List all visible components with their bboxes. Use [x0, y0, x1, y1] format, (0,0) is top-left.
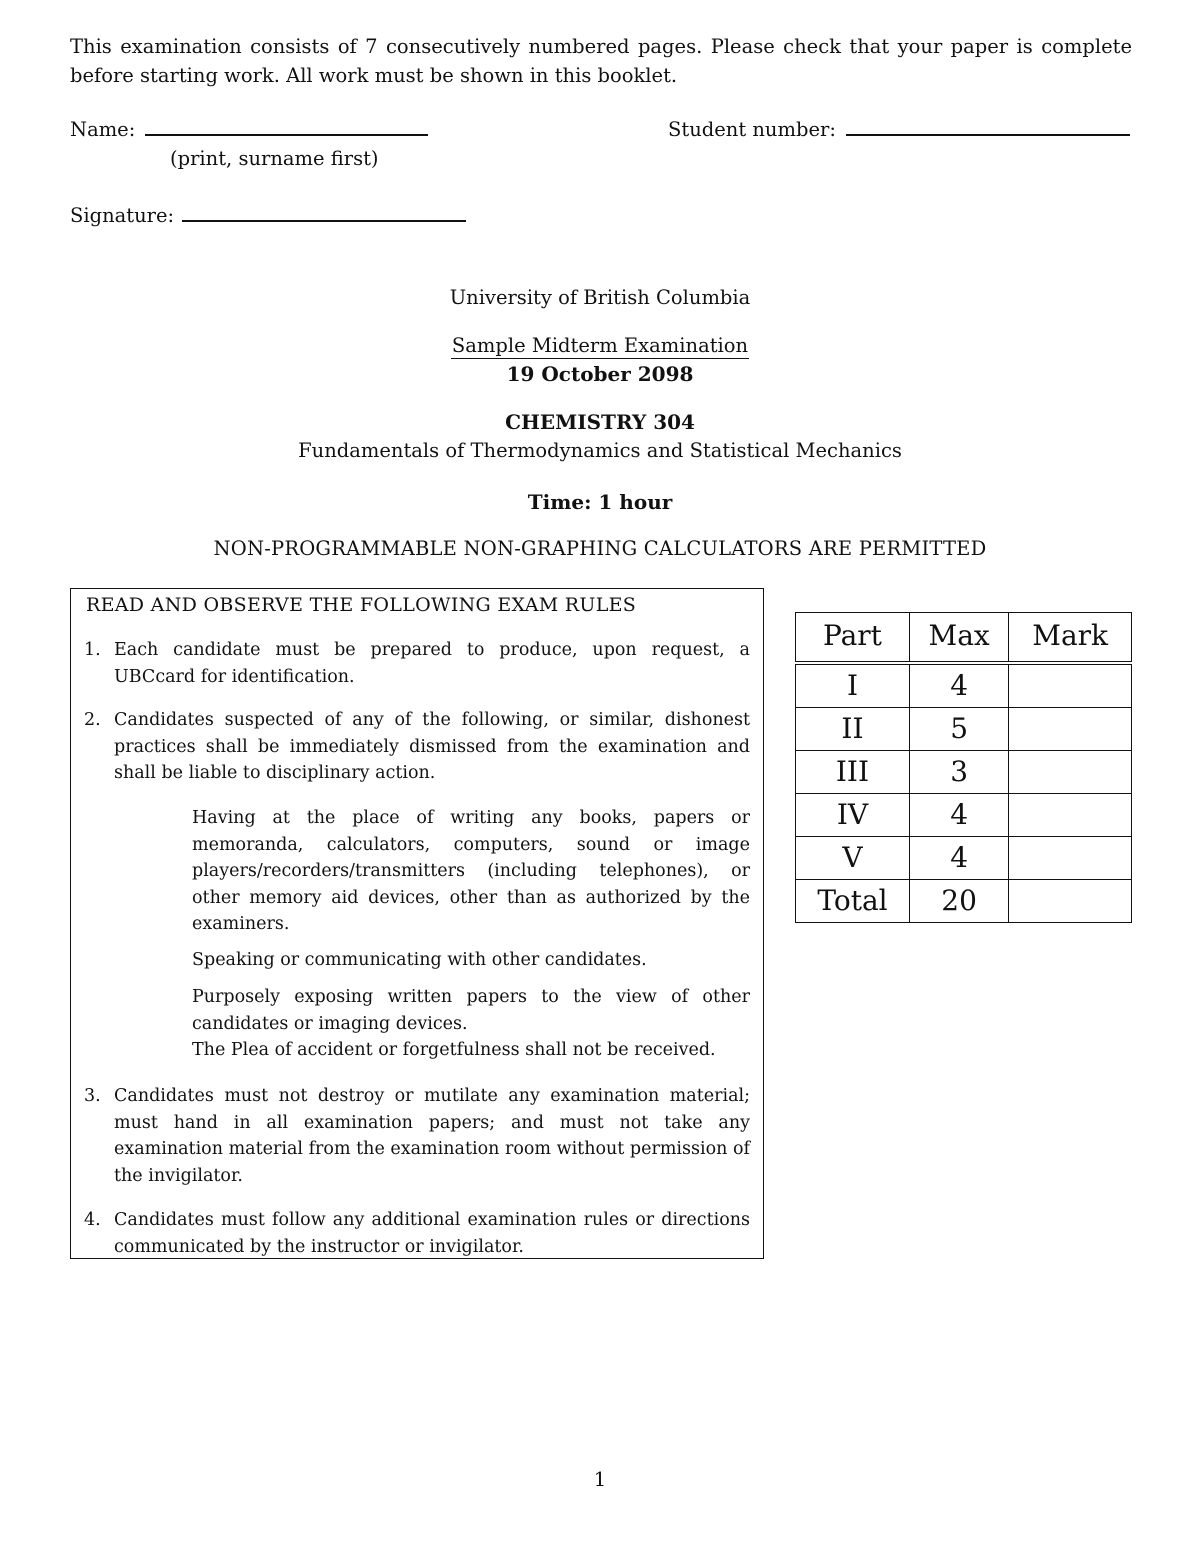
name-field-line[interactable] [145, 134, 428, 136]
max-cell: 4 [909, 794, 1008, 837]
student-number-label: Student number: [668, 118, 836, 141]
part-cell: II [796, 708, 910, 751]
mark-cell[interactable] [1009, 837, 1132, 880]
max-cell: 4 [909, 665, 1008, 708]
exam-date: 19 October 2098 [506, 362, 694, 386]
header-max: Max [909, 613, 1008, 662]
signature-label: Signature: [70, 204, 175, 227]
university-name: University of British Columbia [449, 286, 751, 309]
mark-cell[interactable] [1009, 880, 1132, 923]
rule-sub-item: Having at the place of writing any books, papers or memoranda, calculators, computers, sound or image players/recorders/transmitters (including telephones), or other memory aid devices, other than as authorized by the examiners. [192, 808, 750, 934]
rule-item [84, 1083, 750, 1189]
rule-text: Candidates suspected of any of the following, or similar, dishonest practices shall be immediately dismissed from the examination and shall be liable to disciplinary action. [114, 710, 750, 783]
header-mark: Mark [1009, 613, 1132, 662]
rule-text: Candidates must follow any additional examination rules or directions communicated by the instructor or invigilator. [114, 1210, 750, 1257]
rule-item [84, 1207, 750, 1260]
student-number-field-line[interactable] [846, 134, 1130, 136]
table-row [796, 665, 1132, 708]
exam-type-text: Sample Midterm Examination [451, 334, 749, 357]
course-code: CHEMISTRY 304 [505, 410, 695, 434]
part-cell: Total [796, 880, 910, 923]
max-cell: 3 [909, 751, 1008, 794]
header-part: Part [796, 613, 910, 662]
rules-heading: READ AND OBSERVE THE FOLLOWING EXAM RULES [86, 594, 637, 616]
rule-item [84, 637, 750, 690]
mark-cell[interactable] [1009, 665, 1132, 708]
rule-number: 3. [84, 1086, 101, 1106]
exam-type [0, 334, 1200, 359]
signature-field-line[interactable] [182, 220, 466, 222]
mark-cell[interactable] [1009, 708, 1132, 751]
rule-sub-item: The Plea of accident or forgetfulness shall not be received. [192, 1040, 716, 1060]
part-cell: V [796, 837, 910, 880]
course-title: Fundamentals of Thermodynamics and Statistical Mechanics [298, 439, 902, 462]
max-cell: 4 [909, 837, 1008, 880]
marks-table-header [796, 613, 1132, 662]
rule-sub-item: Speaking or communicating with other candidates. [192, 950, 647, 970]
page-number: 1 [593, 1467, 607, 1491]
rule-number: 2. [84, 710, 101, 730]
part-cell: I [796, 665, 910, 708]
rule-item [84, 707, 750, 787]
table-row [796, 708, 1132, 751]
mark-cell[interactable] [1009, 751, 1132, 794]
table-row [796, 837, 1132, 880]
intro-paragraph: This examination consists of 7 consecutively numbered pages. Please check that your paper is complete before starting work. All work must be shown in this booklet. [70, 35, 1132, 87]
exam-time: Time: 1 hour [527, 490, 673, 514]
max-cell: 5 [909, 708, 1008, 751]
rule-number: 4. [84, 1210, 101, 1230]
rule-sub-item: Purposely exposing written papers to the view of other candidates or imaging devices. [192, 987, 750, 1034]
rule-text: Each candidate must be prepared to produce, upon request, a UBCcard for identification. [114, 640, 750, 687]
table-row [796, 794, 1132, 837]
rule-text: Candidates must not destroy or mutilate any examination material; must hand in all examination papers; and must not take any examination material from the examination room without permission of the invigilator. [114, 1086, 750, 1186]
mark-cell[interactable] [1009, 794, 1132, 837]
table-row [796, 880, 1132, 923]
part-cell: III [796, 751, 910, 794]
exam-rules-box [70, 588, 764, 1259]
marks-table [795, 612, 1132, 923]
part-cell: IV [796, 794, 910, 837]
table-row [796, 751, 1132, 794]
max-cell: 20 [909, 880, 1008, 923]
name-hint: (print, surname first) [170, 147, 379, 170]
name-label: Name: [70, 118, 136, 141]
calculator-notice: NON-PROGRAMMABLE NON-GRAPHING CALCULATORS ARE PERMITTED [213, 537, 987, 560]
rule-number: 1. [84, 640, 101, 660]
